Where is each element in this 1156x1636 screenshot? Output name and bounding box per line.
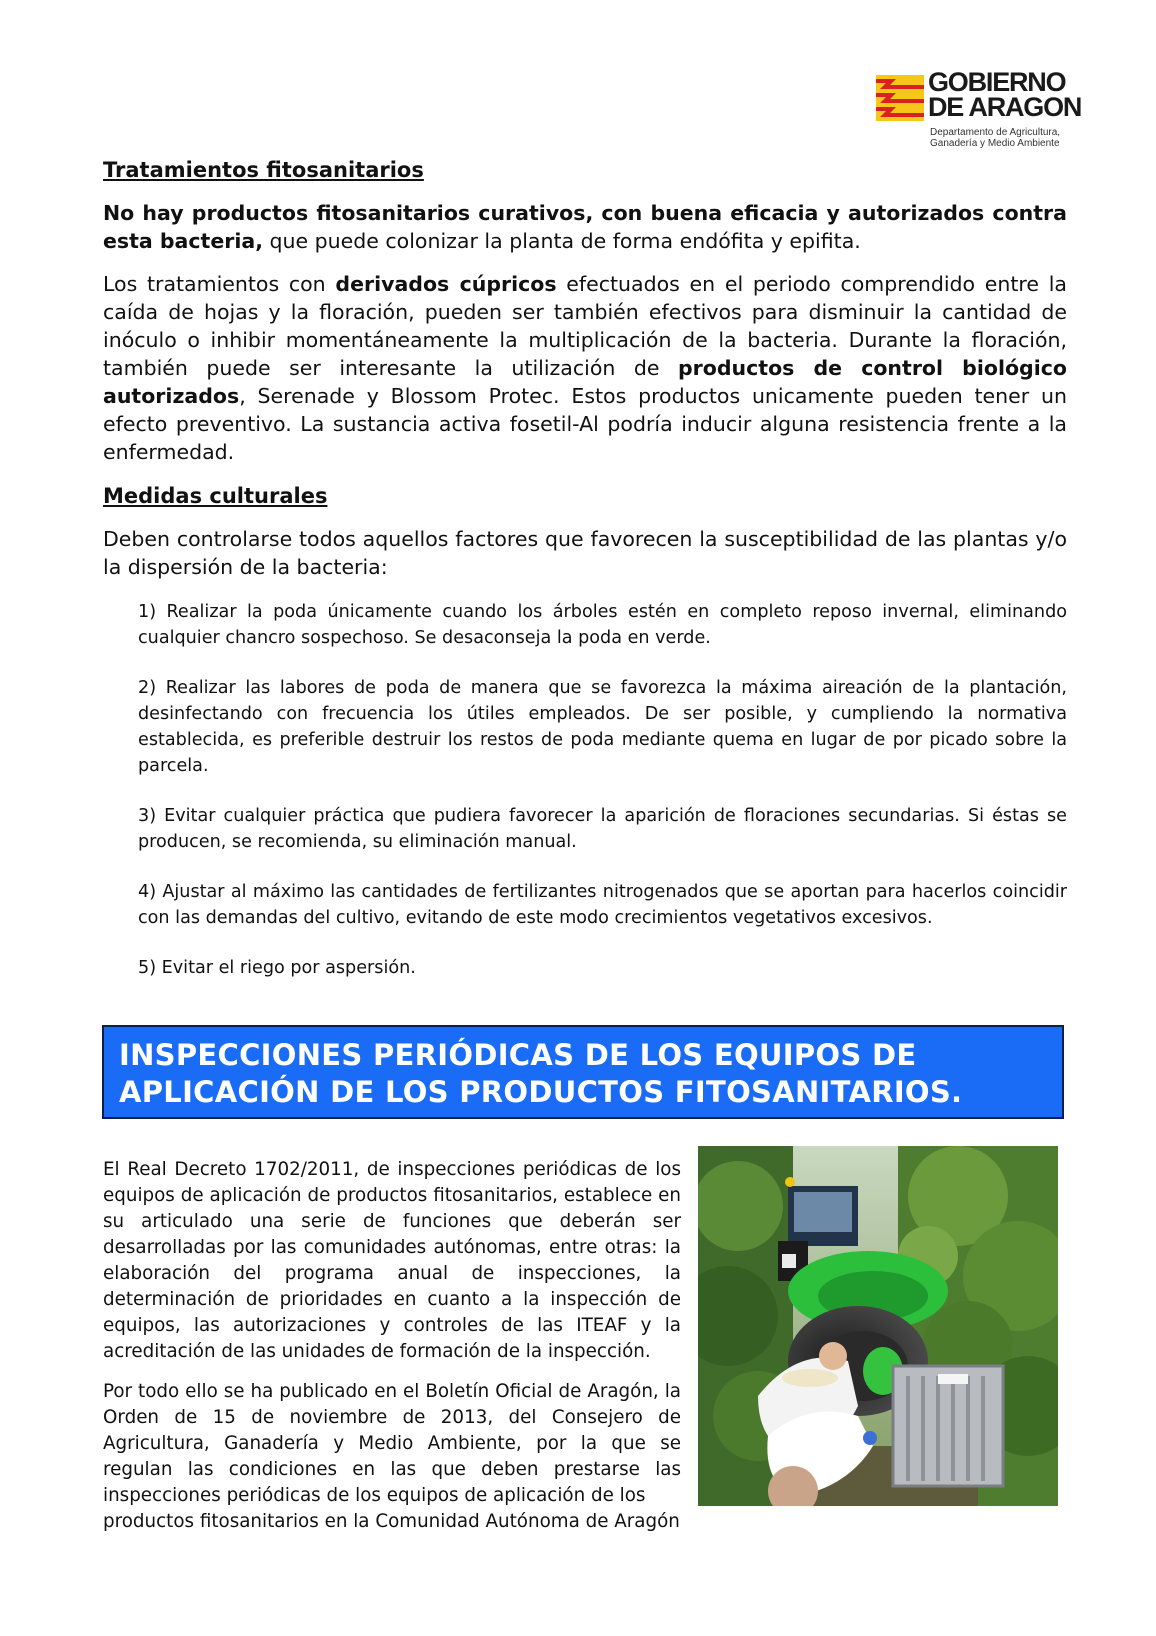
sprayer-inspection-photo — [698, 1146, 1058, 1506]
aragon-flag-icon — [876, 75, 924, 121]
main-content — [103, 156, 1067, 981]
cupricos-text2: efectuados en el periodo comprendido entre la caída de hojas y la floración, pueden ser también efectivos para disminuir la cantidad de inóculo o inhibir momentáneamente la multiplicación de la bacteria. Durante la floración, también puede ser interesante la utilización de — [103, 272, 1067, 380]
cupricos-bold1: derivados cúpricos — [335, 272, 557, 296]
logo-line2: DE ARAGON — [928, 92, 1082, 122]
paragraph-medidas-intro: Deben controlarse todos aquellos factores que favorecen la susceptibilidad de las plantas y/o la dispersión de la bacteria: — [103, 527, 1067, 579]
cupricos-bold2: productos de control biológico autorizados — [103, 356, 1067, 408]
logo-line1: GOBIERNO — [928, 67, 1066, 97]
list-item: 1) Realizar la poda únicamente cuando los árboles estén en completo reposo invernal, eliminando cualquier chancro sospechoso. Se desaconseja la poda en verde. — [138, 602, 1067, 648]
inspecciones-banner — [102, 1025, 1064, 1119]
measures-list — [138, 599, 1067, 981]
banner-line2: APLICACIÓN DE LOS PRODUCTOS FITOSANITARIOS. — [119, 1075, 963, 1109]
logo-title — [928, 67, 1082, 122]
gobierno-aragon-logo — [876, 67, 1096, 156]
logo-sub2: Ganadería y Medio Ambiente — [930, 138, 1060, 149]
paragraph-cupricos — [103, 270, 1067, 466]
no-curativos-rest: que puede colonizar la planta de forma endófita y epifita. — [263, 229, 861, 253]
heading-medidas: Medidas culturales — [103, 484, 328, 508]
no-curativos-bold: No hay productos fitosanitarios curativos, con buena eficacia y autorizados contra esta bacteria, — [103, 201, 1067, 253]
list-item: 2) Realizar las labores de poda de manera que se favorezca la máxima aireación de la plantación, desinfectando con frecuencia los útiles empleados. De ser posible, y cumpliendo la normativa establecida, es preferible destruir los restos de poda mediante quema en lugar de por picado sobre la parcela. — [138, 678, 1067, 776]
list-item: 4) Ajustar al máximo las cantidades de fertilizantes nitrogenados que se aportan para hacerlos coincidir con las demandas del cultivo, evitando de este modo crecimientos vegetativos excesivos. — [138, 882, 1067, 928]
logo-sub1: Departamento de Agricultura, — [930, 127, 1061, 138]
list-item: 3) Evitar cualquier práctica que pudiera favorecer la aparición de floraciones secundarias. Si éstas se producen, se recomienda, su eliminación manual. — [138, 806, 1067, 852]
logo-subtitle — [930, 127, 1060, 149]
paragraph-boletin: Por todo ello se ha publicado en el Boletín Oficial de Aragón, la Orden de 15 de noviembre de 2013, del Consejero de Agricultura, Ganadería y Medio Ambiente, por la que se regulan las condiciones en las que deben prestarse las inspecciones periódicas de los equipos de aplicación de los — [103, 1381, 681, 1506]
cupricos-text1: Los tratamientos con — [103, 272, 336, 296]
heading-tratamientos: Tratamientos fitosanitarios — [103, 158, 424, 182]
list-item: 5) Evitar el riego por aspersión. — [138, 958, 416, 978]
inspecciones-text — [103, 1157, 681, 1535]
banner-title — [119, 1037, 1048, 1111]
cupricos-text3: , Serenade y Blossom Protec. Estos productos unicamente pueden tener un efecto preventivo. La sustancia activa fosetil-Al podría inducir alguna resistencia frente a la enfermedad. — [103, 384, 1067, 464]
paragraph-real-decreto: El Real Decreto 1702/2011, de inspecciones periódicas de los equipos de aplicación de productos fitosanitarios, establece en su articulado una serie de funciones que deberán ser desarrolladas por las comunidades autónomas, entre otras: la elaboración del programa anual de inspecciones, la determinación de prioridades en cuanto a la inspección de equipos, las autorizaciones y controles de las ITEAF y la acreditación de las unidades de formación de la inspección. — [103, 1159, 681, 1362]
paragraph-boletin-last-line: productos fitosanitarios en la Comunidad Autónoma de Aragón — [103, 1511, 680, 1532]
banner-line1: INSPECCIONES PERIÓDICAS DE LOS EQUIPOS DE — [119, 1038, 917, 1072]
paragraph-no-curativos — [103, 199, 1067, 255]
